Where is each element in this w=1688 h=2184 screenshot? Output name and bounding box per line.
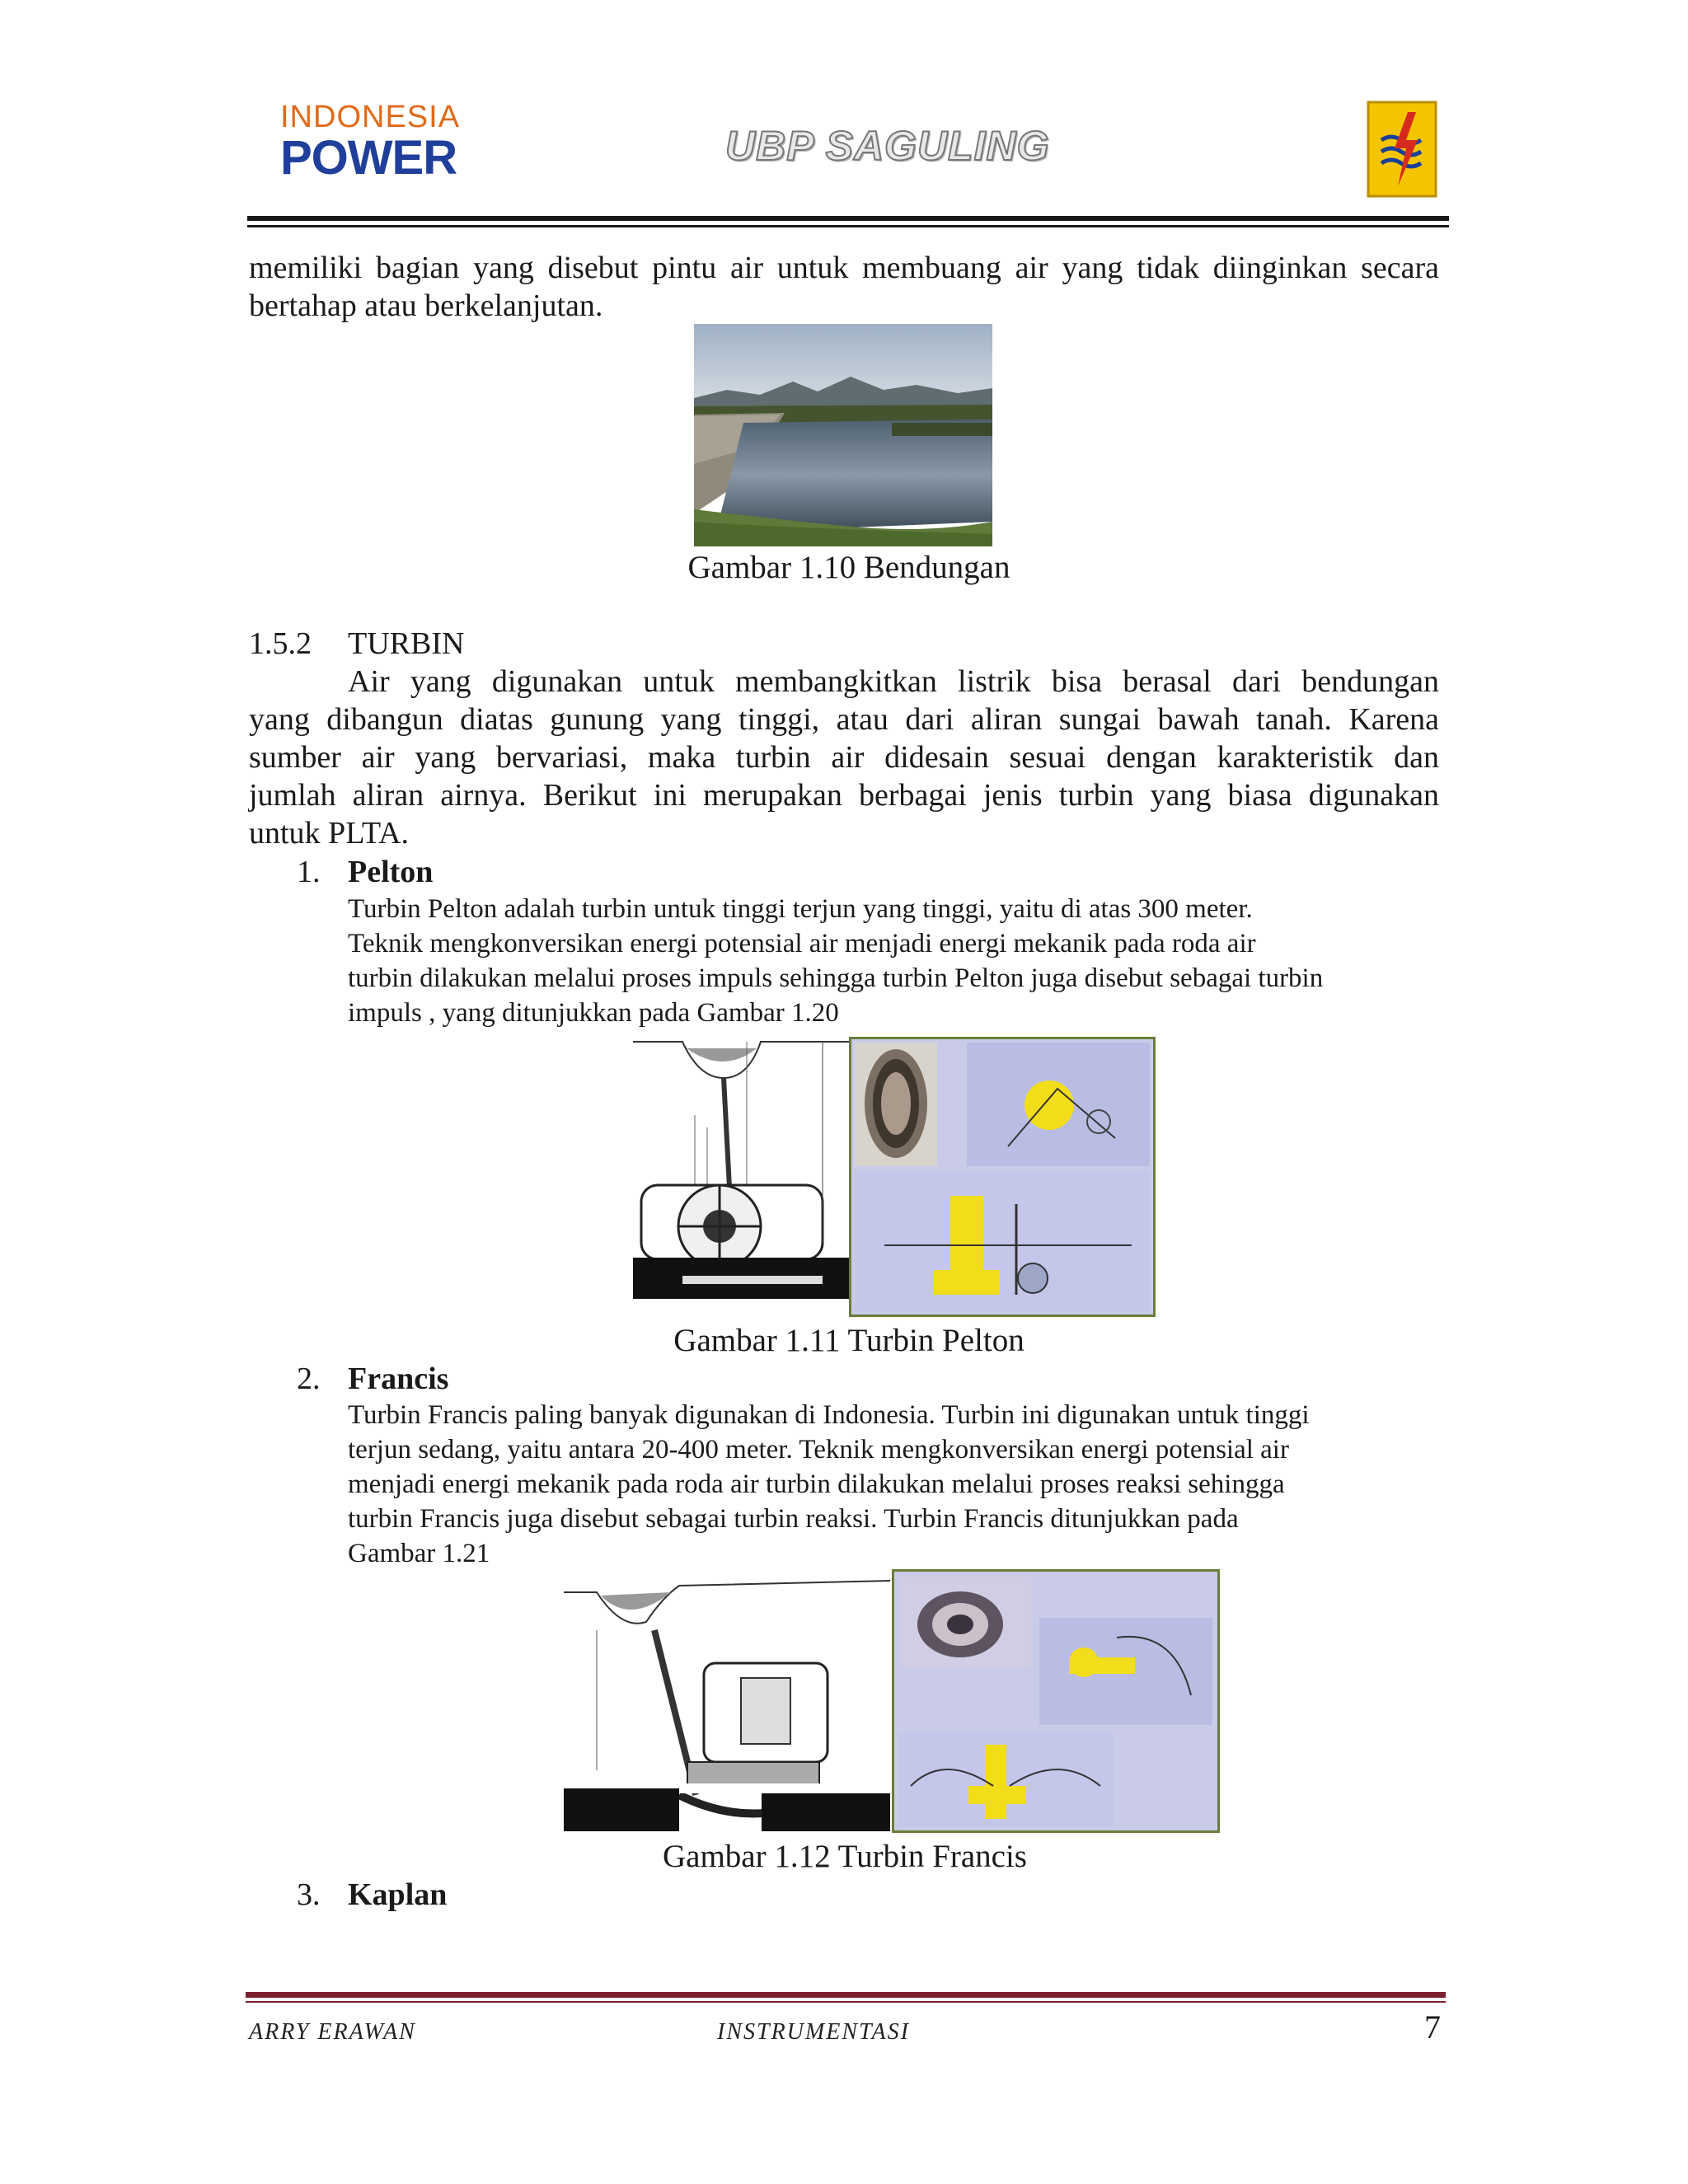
pelton-line-4: impuls , yang ditunjukkan pada Gambar 1.20 [348, 998, 839, 1028]
header-rule-thick [247, 216, 1449, 221]
francis-schematic-drawing [564, 1572, 890, 1831]
header [0, 0, 1688, 239]
section-para-line-2: yang dibangun diatas gunung yang tinggi, atau dari aliran sungai bawah tanah. Karena [249, 702, 1439, 737]
pelton-photo-collage [851, 1039, 1153, 1315]
francis-line-5: Gambar 1.21 [348, 1539, 490, 1568]
item-3-title: Kaplan [348, 1877, 448, 1912]
pln-logo [1367, 101, 1437, 198]
item-1-number: 1. [297, 855, 321, 889]
francis-line-2: terjun sedang, yaitu antara 20-400 meter. Teknik mengkonversikan energi potensial air [348, 1435, 1289, 1465]
item-1-title: Pelton [348, 855, 434, 889]
figure-1-10-caption: Gambar 1.10 Bendungan [687, 550, 1010, 585]
figure-1-12-caption: Gambar 1.12 Turbin Francis [663, 1839, 1027, 1874]
intro-line-1: memiliki bagian yang disebut pintu air untuk membuang air yang tidak diinginkan secara [249, 251, 1439, 285]
dam-landscape-image [694, 324, 992, 546]
pelton-line-2: Teknik mengkonversikan energi potensial air menjadi energi mekanik pada roda air [348, 929, 1256, 958]
footer-page-number: 7 [1424, 2008, 1441, 2046]
footer-subject: INSTRUMENTASI [717, 2019, 910, 2045]
francis-line-1: Turbin Francis paling banyak digunakan di Indonesia. Turbin ini digunakan untuk tinggi [348, 1400, 1310, 1430]
francis-line-4: turbin Francis juga disebut sebagai turbin reaksi. Turbin Francis ditunjukkan pada [348, 1504, 1239, 1534]
item-3-number: 3. [297, 1877, 321, 1912]
header-rule-thin [247, 225, 1449, 227]
section-title: TURBIN [348, 626, 465, 661]
section-para-line-4: jumlah aliran airnya. Berikut ini merupakan berbagai jenis turbin yang biasa digunakan [249, 778, 1439, 813]
ubp-saguling-logo: UBP SAGULING [725, 123, 1050, 169]
francis-photo-panel [892, 1569, 1220, 1833]
section-number: 1.5.2 [249, 626, 312, 661]
intro-line-2: bertahap atau berkelanjutan. [249, 288, 603, 323]
figure-1-11-caption: Gambar 1.11 Turbin Pelton [673, 1323, 1025, 1358]
item-2-number: 2. [297, 1361, 321, 1396]
pelton-photo-panel [849, 1037, 1156, 1317]
logo-text-power: POWER [280, 131, 457, 185]
section-para-line-5: untuk PLTA. [249, 816, 410, 851]
dam-photo [694, 324, 992, 546]
item-2-title: Francis [348, 1361, 449, 1396]
francis-photo-collage [894, 1572, 1217, 1830]
footer-author: ARRY ERAWAN [249, 2019, 416, 2045]
pelton-schematic-drawing [633, 1037, 849, 1317]
footer-rule-thick [246, 1992, 1446, 1998]
pelton-schematic [633, 1037, 849, 1317]
logo-text-indonesia: INDONESIA [280, 100, 461, 134]
pln-logo-icon [1367, 101, 1437, 198]
pelton-line-3: turbin dilakukan melalui proses impuls sehingga turbin Pelton juga disebut sebagai turbin [348, 963, 1324, 993]
indonesia-power-logo [280, 100, 461, 191]
section-para-line-1: Air yang digunakan untuk membangkitkan listrik bisa berasal dari bendungan [348, 664, 1439, 699]
footer-rule-thin [246, 2001, 1446, 2003]
francis-schematic [564, 1572, 890, 1831]
francis-line-3: menjadi energi mekanik pada roda air turbin dilakukan melalui proses reaksi sehingga [348, 1469, 1285, 1499]
pelton-line-1: Turbin Pelton adalah turbin untuk tinggi terjun yang tinggi, yaitu di atas 300 meter. [348, 894, 1253, 924]
section-para-line-3: sumber air yang bervariasi, maka turbin air didesain sesuai dengan karakteristik dan [249, 740, 1439, 775]
